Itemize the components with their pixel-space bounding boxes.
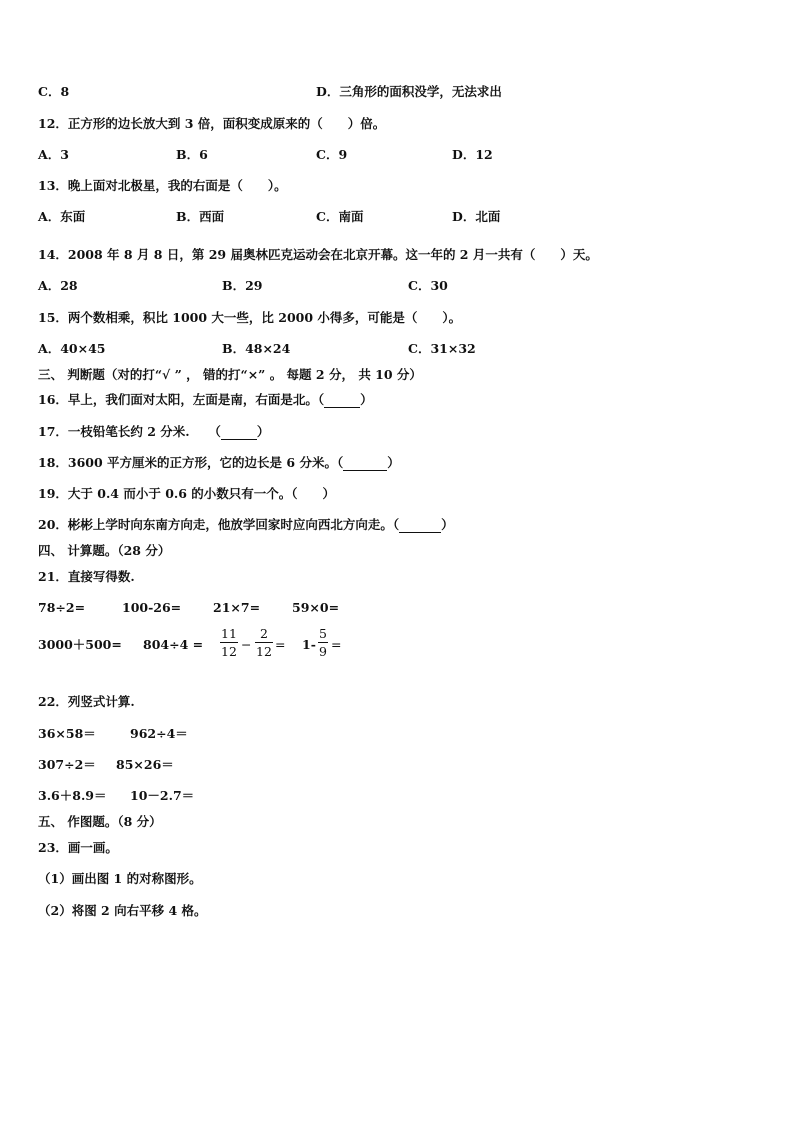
q13-stem: 13．晚上面对北极星，我的右面是（ ）。 (38, 178, 287, 193)
q12-option-c: C．9 (316, 147, 348, 162)
q18-answer-blank[interactable] (343, 458, 387, 471)
q22-item-4: 85×26＝ (116, 757, 174, 772)
q13-option-c: C．南面 (316, 209, 364, 224)
fraction-numerator: 2 (259, 626, 268, 641)
q15-option-c: C．31×32 (408, 341, 476, 356)
q18 (38, 455, 400, 471)
section4-heading: 四、 计算题。（28 分） (38, 543, 171, 558)
q17 (38, 424, 269, 440)
q16 (38, 392, 373, 408)
q14-option-c: C．30 (408, 278, 448, 293)
q17-tail: ） (256, 424, 270, 439)
fraction-11-12 (220, 626, 238, 659)
q14-stem: 14．2008 年 8 月 8 日，第 29 届奥林匹克运动会在北京开幕。这一年的 2 月一共有（ ）天。 (38, 247, 598, 262)
fraction-2-12 (255, 626, 273, 659)
q22-stem: 22．列竖式计算. (38, 694, 135, 709)
q14-option-b: B．29 (222, 278, 263, 293)
fraction-bar (318, 642, 328, 643)
q18-tail: ） (387, 455, 400, 470)
fraction-bar (255, 642, 273, 643)
section5-heading: 五、 作图题。（8 分） (38, 814, 162, 829)
equals-sign: = (331, 637, 342, 652)
q12-option-d: D．12 (452, 147, 493, 162)
fraction-numerator: 11 (221, 626, 237, 641)
q22-item-1: 36×58＝ (38, 726, 96, 741)
q17-answer-blank[interactable] (221, 427, 257, 440)
q12-stem: 12．正方形的边长放大到 3 倍，面积变成原来的（ ）倍。 (38, 116, 386, 131)
q16-text: 16．早上，我们面对太阳，左面是南，右面是北。（ (38, 392, 325, 407)
q22-item-5: 3.6＋8.9＝ (38, 788, 107, 803)
q23-sub1: （1）画出图 1 的对称图形。 (38, 871, 202, 886)
fraction-denominator: 9 (319, 644, 327, 659)
q20-answer-blank[interactable] (399, 520, 441, 533)
q13-option-b: B．西面 (176, 209, 225, 224)
q14-option-a: A．28 (38, 278, 78, 293)
one-minus: 1- (302, 637, 316, 652)
q20 (38, 517, 454, 533)
q17-text: 17．一枝铅笔长约 2 分米. （ (38, 424, 221, 439)
q13-option-a: A．东面 (38, 209, 86, 224)
q22-item-3: 307÷2＝ (38, 757, 96, 772)
q15-option-a: A．40×45 (38, 341, 106, 356)
q21-item-2: 100-26= (122, 600, 182, 615)
fraction-denominator: 12 (256, 644, 272, 659)
q16-answer-blank[interactable] (324, 395, 360, 408)
q11-option-d: D．三角形的面积没学，无法求出 (316, 84, 502, 99)
q21-item-4: 59×0= (292, 600, 340, 615)
q20-text: 20．彬彬上学时向东南方向走，他放学回家时应向西北方向走。（ (38, 517, 400, 532)
q18-text: 18．3600 平方厘米的正方形，它的边长是 6 分米。（ (38, 455, 344, 470)
q12-option-a: A．3 (38, 147, 69, 162)
q21-stem: 21．直接写得数. (38, 569, 135, 584)
q11-option-c: C．8 (38, 84, 70, 99)
q19: 19．大于 0.4 而小于 0.6 的小数只有一个。（ ） (38, 486, 336, 501)
minus-sign: − (241, 637, 252, 652)
q22-item-2: 962÷4＝ (130, 726, 188, 741)
fraction-bar (220, 642, 238, 643)
q20-tail: ） (441, 517, 454, 532)
section3-heading: 三、 判断题（对的打“√ ” ， 错的打“×” 。 每题 2 分， 共 10 分） (38, 367, 422, 382)
q12-option-b: B．6 (176, 147, 208, 162)
q21-item-6: 804÷4 = (143, 637, 204, 652)
q16-tail: ） (360, 392, 373, 407)
fraction-5-9 (318, 626, 328, 659)
q23-stem: 23．画一画。 (38, 840, 118, 855)
fraction-denominator: 12 (221, 644, 237, 659)
q15-option-b: B．48×24 (222, 341, 291, 356)
fraction-numerator: 5 (319, 626, 327, 641)
q15-stem: 15．两个数相乘，积比 1000 大一些，比 2000 小得多，可能是（ ）。 (38, 310, 462, 325)
q21-item-3: 21×7= (213, 600, 261, 615)
q22-item-6: 10－2.7＝ (130, 788, 195, 803)
equals-sign: = (275, 637, 286, 652)
q23-sub2: （2）将图 2 向右平移 4 格。 (38, 903, 207, 918)
q21-item-1: 78÷2= (38, 600, 86, 615)
q21-item-5: 3000＋500= (38, 637, 122, 652)
q13-option-d: D．北面 (452, 209, 501, 224)
